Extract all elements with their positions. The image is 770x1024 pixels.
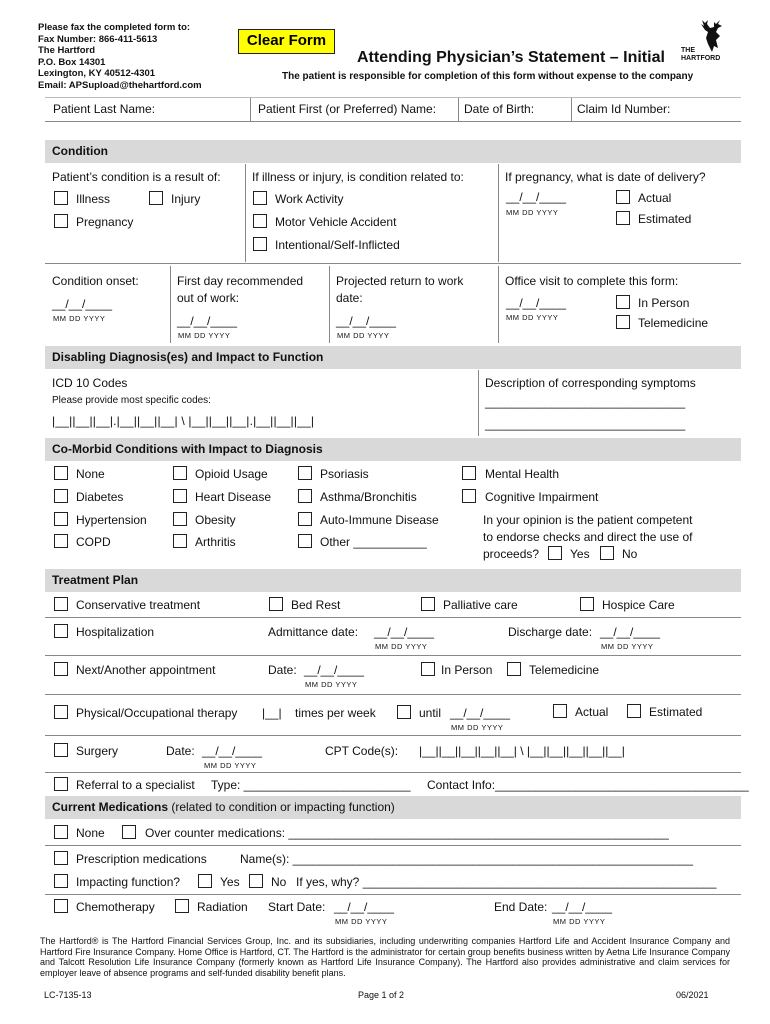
onset-label: Condition onset: <box>52 274 139 288</box>
divider <box>45 121 741 122</box>
section-medications <box>45 796 741 819</box>
delivery-actual-checkbox[interactable] <box>616 190 630 204</box>
med-none-checkbox[interactable] <box>54 825 68 839</box>
why-input[interactable]: If yes, why? _____________________________________________________ <box>296 875 717 889</box>
divider <box>45 845 741 846</box>
start-date-input[interactable]: __/__/____ <box>334 900 395 914</box>
divider <box>45 694 741 695</box>
mental-health-label: Mental Health <box>485 467 560 481</box>
divider <box>498 266 499 343</box>
date-hint: MM DD YYYY <box>451 723 504 732</box>
palliative-checkbox[interactable] <box>421 597 435 611</box>
impacting-yes-checkbox[interactable] <box>198 874 212 888</box>
mva-checkbox[interactable] <box>253 214 267 228</box>
injury-label: Injury <box>171 192 201 206</box>
divider <box>45 655 741 656</box>
illness-checkbox[interactable] <box>54 191 68 205</box>
fax-line: Please fax the completed form to: <box>38 22 191 33</box>
divider <box>45 735 741 736</box>
next-in-person-checkbox[interactable] <box>421 662 435 676</box>
cpt-label: CPT Code(s): <box>325 744 399 758</box>
fax-line: Email: APSupload@thehartford.com <box>38 79 202 91</box>
icd-label: ICD 10 Codes <box>52 376 128 390</box>
injury-checkbox[interactable] <box>149 191 163 205</box>
related-to-label: If illness or injury, is condition related to: <box>252 170 464 184</box>
hypertension-label: Hypertension <box>76 513 147 527</box>
referral-label: Referral to a specialist <box>76 778 195 792</box>
office-visit-label: Office visit to complete this form: <box>505 274 679 288</box>
symptoms-input[interactable]: ______________________________ <box>485 395 686 409</box>
claim-id-label: Claim Id Number: <box>577 102 671 116</box>
pregnancy-checkbox[interactable] <box>54 214 68 228</box>
end-date-input[interactable]: __/__/____ <box>552 900 613 914</box>
otc-checkbox[interactable] <box>122 825 136 839</box>
other-checkbox[interactable] <box>298 534 312 548</box>
arthritis-checkbox[interactable] <box>173 534 187 548</box>
surgery-date-input[interactable]: __/__/____ <box>202 744 263 758</box>
patient-last-name-label: Patient Last Name: <box>53 102 156 116</box>
competent-label: In your opinion is the patient competent <box>483 513 693 527</box>
clear-form-button[interactable]: Clear Form <box>238 29 335 54</box>
until-checkbox[interactable] <box>397 705 411 719</box>
contact-info-input[interactable]: Contact Info:______________________________________ <box>427 778 749 792</box>
next-appt-checkbox[interactable] <box>54 662 68 676</box>
hypertension-checkbox[interactable] <box>54 512 68 526</box>
competent-label-3: proceeds? <box>483 547 540 561</box>
opioid-checkbox[interactable] <box>173 466 187 480</box>
telemedicine-label: Telemedicine <box>638 316 709 330</box>
date-hint: MM DD YYYY <box>335 917 388 926</box>
chemo-label: Chemotherapy <box>76 900 155 914</box>
date-hint: MM DD YYYY <box>506 313 559 322</box>
competent-yes-checkbox[interactable] <box>548 546 562 560</box>
form-subtitle: The patient is responsible for completion of this form without expense to the company <box>282 71 694 82</box>
chemo-checkbox[interactable] <box>54 899 68 913</box>
patient-first-name-label: Patient First (or Preferred) Name: <box>258 102 437 116</box>
page-number: Page 1 of 2 <box>358 990 405 1000</box>
none-checkbox[interactable] <box>54 466 68 480</box>
next-appt-date-input[interactable]: __/__/____ <box>304 663 365 677</box>
none-label: None <box>76 467 105 481</box>
date-hint: MM DD YYYY <box>375 642 428 651</box>
section-comorbid: Co-Morbid Conditions with Impact to Diagnosis <box>45 438 741 461</box>
delivery-estimated-checkbox[interactable] <box>616 211 630 225</box>
next-appt-date-label: Date: <box>268 663 297 677</box>
prescription-checkbox[interactable] <box>54 851 68 865</box>
competent-no-checkbox[interactable] <box>600 546 614 560</box>
logo-text-hartford: HARTFORD <box>681 55 721 62</box>
heart-disease-label: Heart Disease <box>195 490 272 504</box>
actual-label: Actual <box>638 191 672 205</box>
bed-rest-checkbox[interactable] <box>269 597 283 611</box>
estimated-label: Estimated <box>649 705 703 719</box>
symptoms-label: Description of corresponding symptoms <box>485 376 696 390</box>
surgery-date-label: Date: <box>166 744 195 758</box>
therapy-checkbox[interactable] <box>54 705 68 719</box>
obesity-label: Obesity <box>195 513 236 527</box>
divider <box>498 164 499 262</box>
pregnancy-label: Pregnancy <box>76 215 134 229</box>
medications-heading-note: (related to condition or impacting function) <box>168 800 395 814</box>
divider <box>45 97 741 98</box>
date-hint: MM DD YYYY <box>305 680 358 689</box>
form-date: 06/2021 <box>676 990 709 1000</box>
palliative-label: Palliative care <box>443 598 518 612</box>
delivery-label: If pregnancy, what is date of delivery? <box>505 170 706 184</box>
names-input[interactable]: Name(s): ____________________________________________________________ <box>240 852 694 866</box>
result-of-label: Patient’s condition is a result of: <box>52 170 221 184</box>
first-day-label-2: out of work: <box>177 291 240 305</box>
date-hint: MM DD YYYY <box>553 917 606 926</box>
heart-disease-checkbox[interactable] <box>173 489 187 503</box>
therapy-actual-checkbox[interactable] <box>553 704 567 718</box>
in-person-label: In Person <box>441 663 493 677</box>
first-day-date-input[interactable]: __/__/____ <box>177 314 238 328</box>
divider <box>45 263 741 264</box>
logo-text-the: THE <box>681 47 695 54</box>
intentional-label: Intentional/Self-Inflicted <box>275 238 400 252</box>
divider <box>45 894 741 895</box>
fax-line: P.O. Box 14301 <box>38 56 106 68</box>
divider <box>170 266 171 343</box>
diabetes-label: Diabetes <box>76 490 124 504</box>
section-treatment: Treatment Plan <box>45 569 741 592</box>
work-activity-checkbox[interactable] <box>253 191 267 205</box>
until-label: until <box>419 706 442 720</box>
divider <box>45 617 741 618</box>
fax-line: The Hartford <box>38 45 95 56</box>
return-label: Projected return to work <box>336 274 464 288</box>
impacting-checkbox[interactable] <box>54 874 68 888</box>
divider <box>250 97 251 121</box>
cpt-codes-input[interactable]: |__||__||__||__||__| \ |__||__||__||__||__| <box>419 744 625 758</box>
times-input[interactable]: |__| <box>262 706 282 720</box>
conservative-checkbox[interactable] <box>54 597 68 611</box>
yes-label: Yes <box>570 547 590 561</box>
divider <box>245 164 246 262</box>
icd-codes-input[interactable]: |__||__||__|.|__||__||__| \ |__||__||__|.|__||__||__| <box>52 414 315 428</box>
referral-type-input[interactable]: Type: _________________________ <box>211 778 411 792</box>
surgery-label: Surgery <box>76 744 119 758</box>
diabetes-checkbox[interactable] <box>54 489 68 503</box>
prescription-label: Prescription medications <box>76 852 207 866</box>
radiation-checkbox[interactable] <box>175 899 189 913</box>
divider <box>458 97 459 121</box>
date-hint: MM DD YYYY <box>178 331 231 340</box>
bed-rest-label: Bed Rest <box>291 598 341 612</box>
copd-label: COPD <box>76 535 111 549</box>
until-date-input[interactable]: __/__/____ <box>450 706 511 720</box>
asthma-label: Asthma/Bronchitis <box>320 490 417 504</box>
return-label-2: date: <box>336 291 363 305</box>
date-of-birth-label: Date of Birth: <box>464 102 535 116</box>
telemedicine-label: Telemedicine <box>529 663 600 677</box>
hospice-checkbox[interactable] <box>580 597 594 611</box>
start-date-label: Start Date: <box>268 900 326 914</box>
estimated-label: Estimated <box>638 212 692 226</box>
times-label: times per week <box>295 706 376 720</box>
conservative-label: Conservative treatment <box>76 598 201 612</box>
yes-label: Yes <box>220 875 240 889</box>
divider <box>45 772 741 773</box>
illness-label: Illness <box>76 192 111 206</box>
impacting-label: Impacting function? <box>76 875 181 889</box>
office-in-person-checkbox[interactable] <box>616 295 630 309</box>
psoriasis-label: Psoriasis <box>320 467 369 481</box>
autoimmune-checkbox[interactable] <box>298 512 312 526</box>
first-day-label: First day recommended <box>177 274 304 288</box>
competent-label-2: to endorse checks and direct the use of <box>483 530 693 544</box>
symptoms-input[interactable]: ______________________________ <box>485 417 686 431</box>
psoriasis-checkbox[interactable] <box>298 466 312 480</box>
arthritis-label: Arthritis <box>195 535 236 549</box>
asthma-checkbox[interactable] <box>298 489 312 503</box>
stag-logo-icon <box>696 18 726 54</box>
hospitalization-label: Hospitalization <box>76 625 155 639</box>
date-hint: MM DD YYYY <box>601 642 654 651</box>
intentional-checkbox[interactable] <box>253 237 267 251</box>
date-hint: MM DD YYYY <box>53 314 106 323</box>
divider <box>478 370 479 436</box>
form-number: LC-7135-13 <box>44 990 92 1000</box>
medications-heading: Current Medications <box>52 800 169 814</box>
fax-instructions <box>38 22 202 91</box>
discharge-label: Discharge date: <box>508 625 593 639</box>
section-diagnosis: Disabling Diagnosis(es) and Impact to Function <box>45 346 741 369</box>
date-hint: MM DD YYYY <box>337 331 390 340</box>
specific-codes-label: Please provide most specific codes: <box>52 395 211 406</box>
referral-checkbox[interactable] <box>54 777 68 791</box>
admittance-label: Admittance date: <box>268 625 359 639</box>
divider <box>571 97 572 121</box>
med-none-label: None <box>76 826 105 840</box>
return-date-input[interactable]: __/__/____ <box>336 314 397 328</box>
hospitalization-checkbox[interactable] <box>54 624 68 638</box>
radiation-label: Radiation <box>197 900 248 914</box>
cognitive-checkbox[interactable] <box>462 489 476 503</box>
mva-label: Motor Vehicle Accident <box>275 215 397 229</box>
end-date-label: End Date: <box>494 900 548 914</box>
other-label: Other ___________ <box>320 535 427 549</box>
office-telemedicine-checkbox[interactable] <box>616 315 630 329</box>
therapy-estimated-checkbox[interactable] <box>627 704 641 718</box>
footer-disclaimer: The Hartford® is The Hartford Financial Services Group, Inc. and its subsidiaries, including underwriting companies Hartford Life and Accident Insurance Company and Hartford Fire Insurance Company. Home Office is Hartford, CT. The Hartford is the administrator for certain group benefits business written by Aetna Life Insurance Company and Talcott Resolution Life Insurance Company (formerly known as Hartford Life Insurance Company). The Hartford also provides administrative and claim services for employer leave of absence programs and self-funded disability benefit plans. <box>40 936 730 978</box>
cognitive-label: Cognitive Impairment <box>485 490 599 504</box>
hospice-label: Hospice Care <box>602 598 675 612</box>
obesity-checkbox[interactable] <box>173 512 187 526</box>
surgery-checkbox[interactable] <box>54 743 68 757</box>
fax-line: Fax Number: 866-411-5613 <box>38 33 158 45</box>
mental-health-checkbox[interactable] <box>462 466 476 480</box>
fax-line: Lexington, KY 40512-4301 <box>38 68 156 79</box>
next-telemedicine-checkbox[interactable] <box>507 662 521 676</box>
in-person-label: In Person <box>638 296 690 310</box>
divider <box>329 266 330 343</box>
otc-input[interactable]: Over counter medications: _________________________________________________________ <box>145 826 669 840</box>
actual-label: Actual <box>575 705 609 719</box>
admittance-date-input[interactable]: __/__/____ <box>374 625 435 639</box>
autoimmune-label: Auto-Immune Disease <box>320 513 439 527</box>
office-visit-date-input[interactable]: __/__/____ <box>506 296 567 310</box>
no-label: No <box>622 547 638 561</box>
onset-date-input[interactable]: __/__/____ <box>52 297 113 311</box>
copd-checkbox[interactable] <box>54 534 68 548</box>
date-hint: MM DD YYYY <box>204 761 257 770</box>
no-label: No <box>271 875 287 889</box>
therapy-label: Physical/Occupational therapy <box>76 706 238 720</box>
opioid-label: Opioid Usage <box>195 467 268 481</box>
work-activity-label: Work Activity <box>275 192 344 206</box>
date-hint: MM DD YYYY <box>506 208 559 217</box>
discharge-date-input[interactable]: __/__/____ <box>600 625 661 639</box>
form-title: Attending Physician’s Statement – Initial <box>357 49 665 66</box>
delivery-date-input[interactable]: __/__/____ <box>506 190 567 204</box>
section-condition: Condition <box>45 140 741 163</box>
next-appt-label: Next/Another appointment <box>76 663 216 677</box>
impacting-no-checkbox[interactable] <box>249 874 263 888</box>
